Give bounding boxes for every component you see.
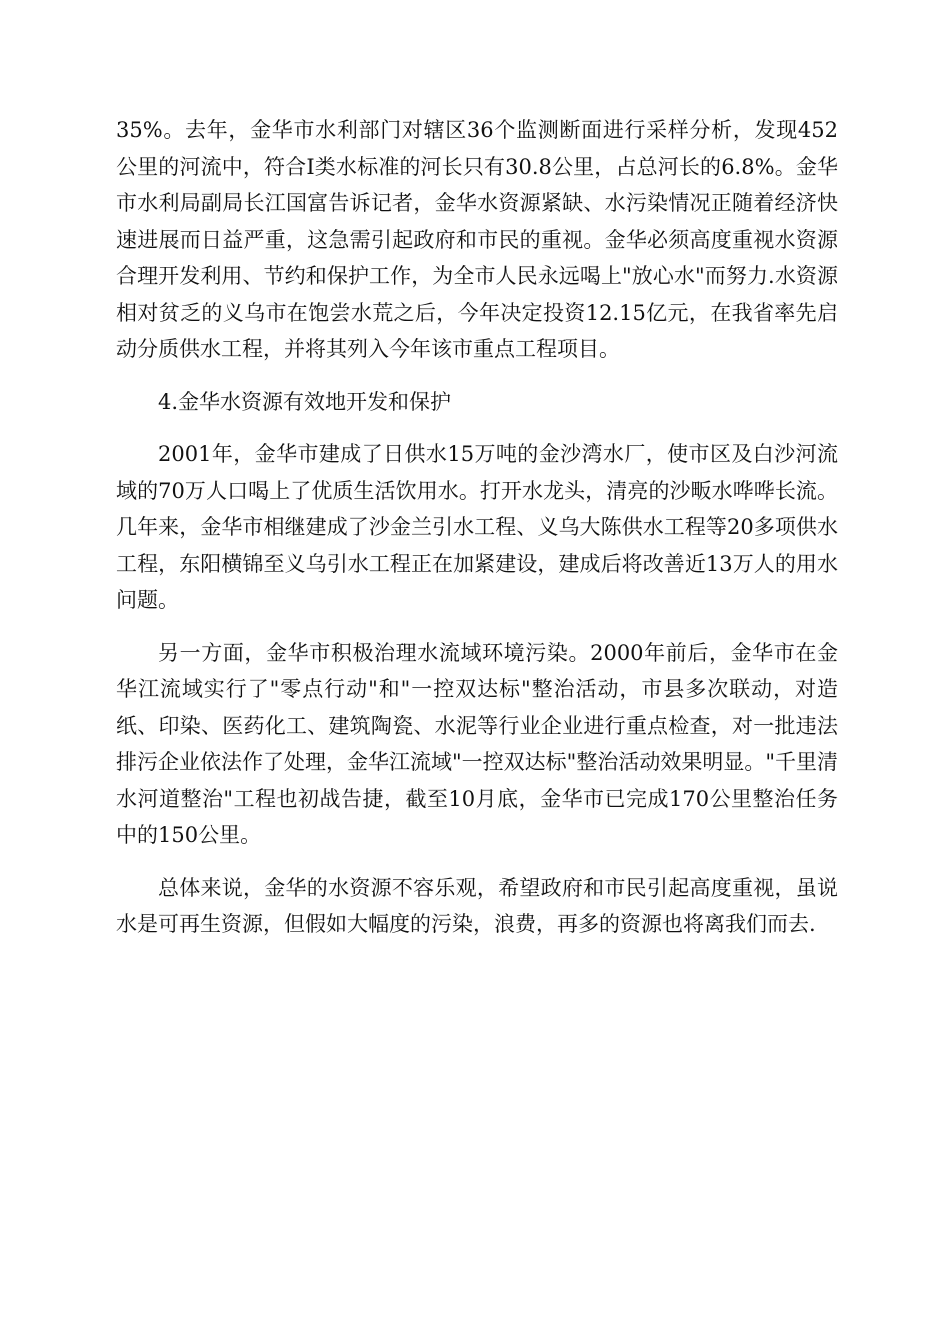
paragraph-conclusion: 总体来说，金华的水资源不容乐观，希望政府和市民引起高度重视，虽说水是可再生资源，但假如大幅度的污染，浪费，再多的资源也将离我们而去. <box>116 875 838 936</box>
document-page <box>116 112 838 959</box>
paragraph-pollution-control: 另一方面，金华市积极治理水流域环境污染。2000年前后，金华市在金华江流域实行了"零点行动"和"一控双达标"整治活动，市县多次联动，对造纸、印染、医药化工、建筑陶瓷、水泥等行业企业进行重点检查，对一批违法排污企业依法作了处理，金华江流域"一控双达标"整治活动效果明显。"千里清水河道整治"工程也初战告捷，截至10月底，金华市已完成170公里整治任务中的150公里。 <box>116 640 838 847</box>
paragraph-water-supply: 2001年，金华市建成了日供水15万吨的金沙湾水厂，使市区及白沙河流域的70万人口喝上了优质生活饮用水。打开水龙头，清亮的沙畈水哗哗长流。几年来，金华市相继建成了沙金兰引水工程、义乌大陈供水工程等20多项供水工程，东阳横锦至义乌引水工程正在加紧建设，建成后将改善近13万人的用水问题。 <box>116 442 838 612</box>
paragraph-water-quality: 35%。去年，金华市水利部门对辖区36个监测断面进行采样分析，发现452公里的河流中，符合Ⅰ类水标准的河长只有30.8公里，占总河长的6.8%。金华市水利局副局长江国富告诉记者，金华水资源紧缺、水污染情况正随着经济快速进展而日益严重，这急需引起政府和市民的重视。金华必须高度重视水资源合理开发利用、节约和保护工作，为全市人民永远喝上"放心水"而努力.水资源相对贫乏的义乌市在饱尝水荒之后，今年决定投资12.15亿元，在我省率先启动分质供水工程，并将其列入今年该市重点工程项目。 <box>116 118 838 361</box>
section-heading: 4.金华水资源有效地开发和保护 <box>158 389 452 414</box>
